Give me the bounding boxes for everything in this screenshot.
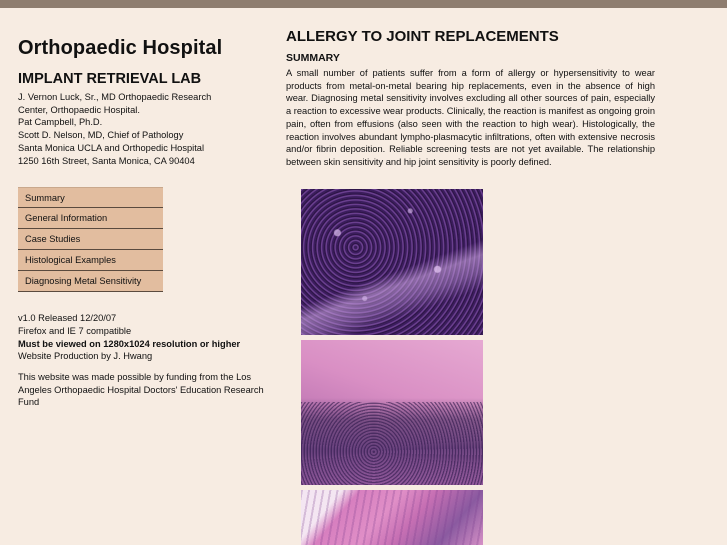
histology-texture bbox=[301, 402, 483, 485]
version-info bbox=[18, 312, 268, 363]
funding-note: This website was made possible by funding from the Los Angeles Orthopaedic Hospital Doctors' Education Research Fund bbox=[18, 372, 264, 408]
histology-image-lymphocytes bbox=[301, 189, 483, 335]
summary-paragraph: A small number of patients suffer from a form of allergy or hypersensitivity to wear products from metal-on-metal bearing hip replacements, even in the absence of high wear. Diagnosing metal sensitivity involves excluding all other sources of pain, especially a reaction to excessive wear products. Clinically, the reaction is manifest as ongoing groin pain, often from effusions (also seen with the reaction to high wear). Histologically, the reaction involves abundant lympho-plasmacytic infiltrations, often with extensive necrosis and/or fibrin deposition. Reliable screening tests are not yet available. The relationship between skin sensitivity and hip joint sensitivity is poorly defined. bbox=[286, 68, 655, 167]
nav-menu bbox=[18, 187, 163, 292]
credits bbox=[18, 91, 268, 167]
credit-line: 1250 16th Street, Santa Monica, CA 90404 bbox=[18, 155, 195, 166]
browser-compat: Firefox and IE 7 compatible bbox=[18, 325, 132, 336]
nav-item-summary[interactable]: Summary bbox=[18, 187, 163, 208]
resolution-note: Must be viewed on 1280x1024 resolution or higher bbox=[18, 338, 241, 349]
credit-line: Santa Monica UCLA and Orthopedic Hospital bbox=[18, 142, 205, 153]
nav-item-case-studies[interactable]: Case Studies bbox=[18, 229, 163, 250]
credit-line: Scott D. Nelson, MD, Chief of Pathology bbox=[18, 130, 184, 141]
site-title: Orthopaedic Hospital bbox=[18, 37, 223, 59]
nav-item-diagnosing-metal-sensitivity[interactable]: Diagnosing Metal Sensitivity bbox=[18, 271, 163, 292]
nav-item-general-information[interactable]: General Information bbox=[18, 208, 163, 229]
histology-image-tissue bbox=[301, 490, 483, 545]
histology-image-necrosis bbox=[301, 340, 483, 485]
histology-texture bbox=[301, 490, 483, 545]
top-bar bbox=[0, 0, 727, 8]
nav-item-histological-examples[interactable]: Histological Examples bbox=[18, 250, 163, 271]
credit-line: J. Vernon Luck, Sr., MD Orthopaedic Research bbox=[18, 92, 212, 102]
lab-title: IMPLANT RETRIEVAL LAB bbox=[18, 71, 202, 87]
sidebar bbox=[18, 36, 268, 409]
credit-line: Pat Campbell, Ph.D. bbox=[18, 117, 103, 128]
main-content bbox=[286, 28, 655, 169]
production-credit: Website Production by J. Hwang bbox=[18, 351, 153, 362]
credit-line: Center, Orthopaedic Hospital. bbox=[18, 104, 140, 115]
page-title: ALLERGY TO JOINT REPLACEMENTS bbox=[286, 28, 559, 45]
section-heading: SUMMARY bbox=[286, 52, 340, 64]
version-release: v1.0 Released 12/20/07 bbox=[18, 313, 117, 324]
